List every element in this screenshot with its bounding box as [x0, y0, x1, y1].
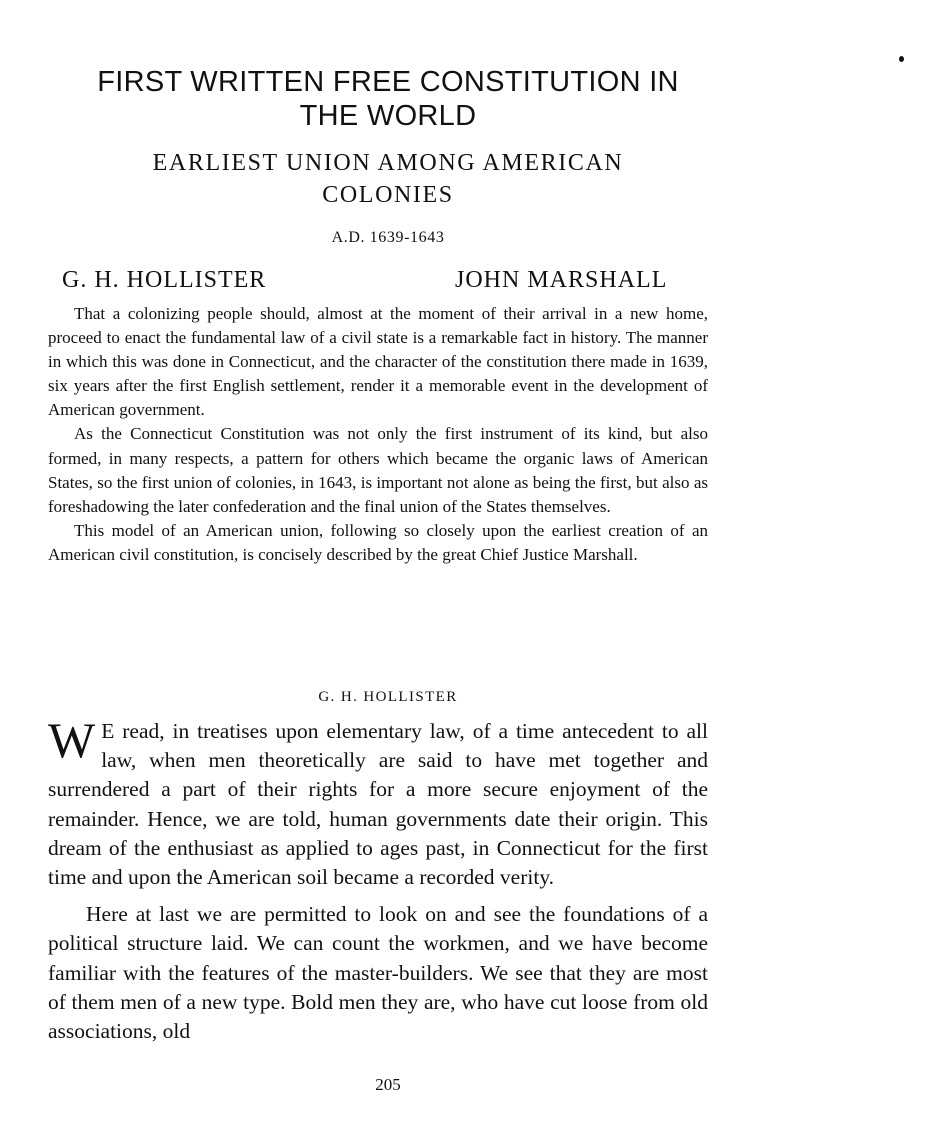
- author-hollister: G. H. HOLLISTER: [62, 267, 267, 293]
- body-paragraph: Here at last we are permitted to look on and see the foundations of a political structure laid. We can count the workmen, and we have become familiar with the features of the master-builders. We see that they are most of them men of a new type. Bold men they are, who have cut loose from old associations, old: [48, 902, 708, 1044]
- drop-cap: W: [48, 712, 96, 768]
- body-paragraph: [48, 712, 708, 892]
- page-number: 205: [375, 1075, 401, 1094]
- intro-paragraph: As the Connecticut Constitution was not only the first instrument of its kind, but also formed, in many respects, a pattern for others which became the organic laws of American States, so the first union of colonies, in 1643, is important not alone as being the first, but also as foreshadowing the later confederation and the final union of the States themselves.: [48, 424, 708, 516]
- chapter-subtitle-line-1: EARLIEST UNION AMONG AMERICAN: [152, 150, 624, 176]
- author-marshall: JOHN MARSHALL: [455, 267, 668, 293]
- intro-paragraph: That a colonizing people should, almost at the moment of their arrival in a new home, proceed to enact the fundamental law of a civil state is a remarkable fact in history. The manner in which this was done in Connecticut, and the character of the constitution there made in 1639, six years after the first English settlement, render it a memorable event in the development of American government.: [48, 304, 708, 420]
- chapter-subtitle-line-2: COLONIES: [322, 182, 454, 208]
- chapter-title-line-2: THE WORLD: [299, 100, 477, 132]
- date-range: A.D. 1639-1643: [331, 229, 445, 246]
- chapter-title-line-1: FIRST WRITTEN FREE CONSTITUTION IN: [97, 66, 679, 98]
- main-text: [48, 712, 708, 1046]
- section-author-heading: G. H. HOLLISTER: [318, 689, 458, 705]
- intro-paragraph: This model of an American union, following so closely upon the earliest creation of an American civil constitution, is concisely described by the great Chief Justice Marshall.: [48, 520, 708, 564]
- editorial-introduction: [48, 302, 708, 567]
- stray-ink-mark: [899, 56, 904, 62]
- body-paragraph-text: E read, in treatises upon elementary law, of a time antecedent to all law, when men theoretically are said to have met together and surrendered a part of their rights for a more secure enjoyment of the remainder. Hence, we are told, human governments date their origin. This dream of the enthusiast as applied to ages past, in Connecticut for the first time and upon the American soil became a recorded verity.: [48, 719, 708, 890]
